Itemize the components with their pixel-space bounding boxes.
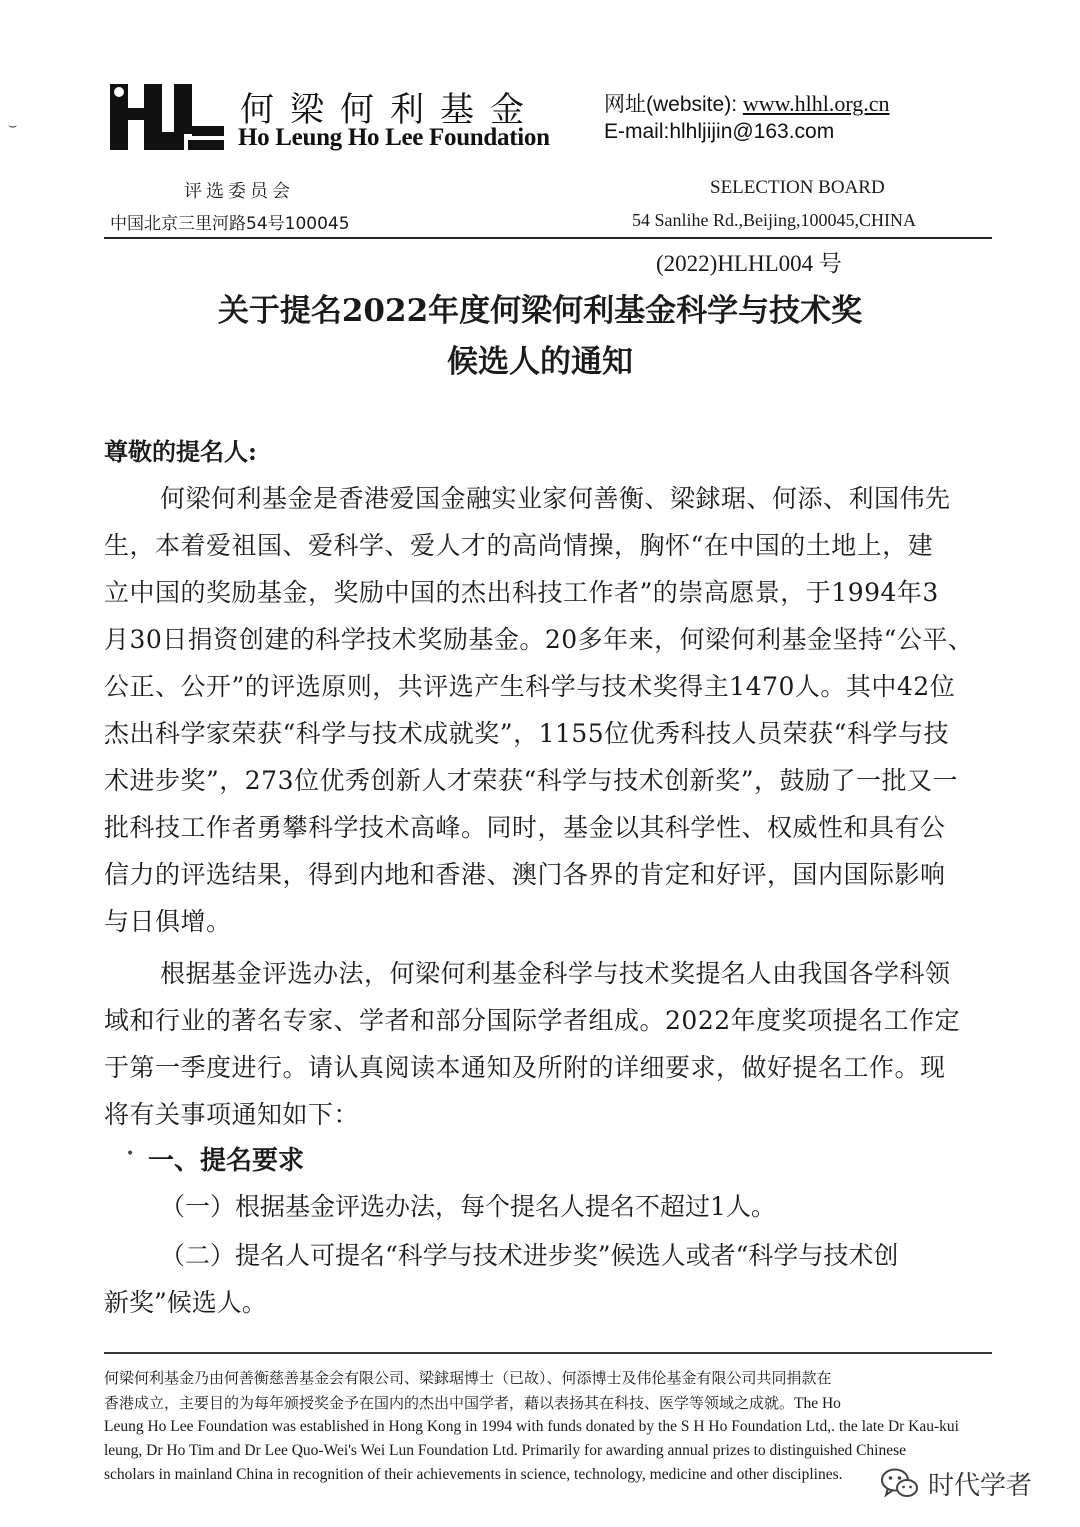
website-label: 网址(website):: [604, 93, 743, 116]
email-line: E-mail:hlhljijin@163.com: [604, 120, 835, 143]
notice-title-line-1: 关于提名2022年度何梁何利基金科学与技术奖: [217, 293, 863, 329]
para1-line: 术进步奖”，273位优秀创新人才荣获“科学与技术创新奖”，鼓励了一批又一: [104, 766, 959, 795]
footer-cn-text: 香港成立，主要目的为每年颁授奖金予在国内的杰出中国学者，藉以表扬其在科技、医学等领域之成就。: [104, 1394, 795, 1412]
footer-en-start: The Ho: [794, 1395, 841, 1412]
footer-en-line: leung, Dr Ho Tim and Dr Lee Quo-Wei's Wei Lun Foundation Ltd. Primarily for awarding annual prizes to distinguished Chinese: [104, 1442, 907, 1459]
address-en: 54 Sanlihe Rd.,Beijing,100045,CHINA: [632, 210, 916, 230]
wechat-icon: [880, 1466, 920, 1502]
section-heading: 一、提名要求: [148, 1146, 305, 1176]
requirement-item: 新奖”候选人。: [104, 1288, 267, 1317]
document-number: (2022)HLHL004 号: [656, 251, 842, 276]
header-divider: [104, 237, 992, 239]
requirement-item: （二）提名人可提名“科学与技术进步奖”候选人或者“科学与技术创: [160, 1241, 899, 1270]
para2-line: 域和行业的著名专家、学者和部分国际学者组成。2022年度奖项提名工作定: [104, 1006, 961, 1035]
para2-line: 于第一季度进行。请认真阅读本通知及所附的详细要求，做好提名工作。现: [104, 1053, 946, 1082]
footer-en-line: scholars in mainland China in recognition of their achievements in science, technology, medicine and other disciplines.: [104, 1466, 843, 1483]
scan-mark: ⌣: [8, 118, 18, 134]
footer-cn-line: 何梁何利基金乃由何善衡慈善基金会有限公司、梁銶琚博士（已故）、何添博士及伟伦基金有限公司共同捐款在: [104, 1369, 832, 1387]
scan-mark: •: [126, 1146, 135, 1162]
para2-line: 根据基金评选办法，何梁何利基金科学与技术奖提名人由我国各学科领: [160, 959, 951, 988]
website-line: [604, 88, 890, 118]
website-link[interactable]: www.hlhl.org.cn: [742, 91, 890, 116]
para1-line: 立中国的奖励基金，奖励中国的杰出科技工作者”的崇高愿景，于1994年3: [104, 578, 939, 607]
para1-line: 批科技工作者勇攀科学技术高峰。同时，基金以其科学性、权威性和具有公: [104, 813, 946, 842]
notice-title-line-2: 候选人的通知: [447, 344, 633, 380]
board-name-en: SELECTION BOARD: [710, 177, 885, 198]
watermark-text: 时代学者: [928, 1471, 1033, 1501]
para1-line: 月30日捐资创建的科学技术奖励基金。20多年来，何梁何利基金坚持“公平、: [104, 625, 974, 654]
requirement-item: （一）根据基金评选办法，每个提名人提名不超过1人。: [160, 1192, 776, 1221]
para1-line: 信力的评选结果，得到内地和香港、澳门各界的肯定和好评，国内国际影响: [104, 860, 946, 889]
footer-en-line: Leung Ho Lee Foundation was established in Hong Kong in 1994 with funds donated by the S H Ho Foundation Ltd,. the late Dr Kau-kui: [104, 1418, 959, 1435]
org-name-cn: 何梁何利基金: [240, 90, 540, 130]
footer-divider: [104, 1352, 992, 1354]
para1-line: 生，本着爱祖国、爱科学、爱人才的高尚情操，胸怀“在中国的土地上，建: [104, 531, 934, 560]
para2-line: 将有关事项通知如下：: [104, 1100, 360, 1129]
salutation: 尊敬的提名人:: [104, 437, 257, 466]
para1-line: 公正、公开”的评选原则，共评选产生科学与技术奖得主1470人。其中42位: [104, 672, 956, 701]
footer-cn-line: [104, 1392, 841, 1413]
para1-line: 与日俱增。: [104, 907, 232, 936]
para1-line: 何梁何利基金是香港爱国金融实业家何善衡、梁銶琚、何添、利国伟先: [160, 484, 951, 513]
org-name-en: Ho Leung Ho Lee Foundation: [238, 124, 550, 151]
para1-line: 杰出科学家荣获“科学与技术成就奖”，1155位优秀科技人员荣获“科学与技: [104, 719, 949, 748]
board-name-cn: 评选委员会: [184, 181, 294, 202]
foundation-logo: [108, 80, 226, 152]
watermark: [880, 1465, 1032, 1502]
address-cn: 中国北京三里河路54号100045: [110, 214, 350, 234]
